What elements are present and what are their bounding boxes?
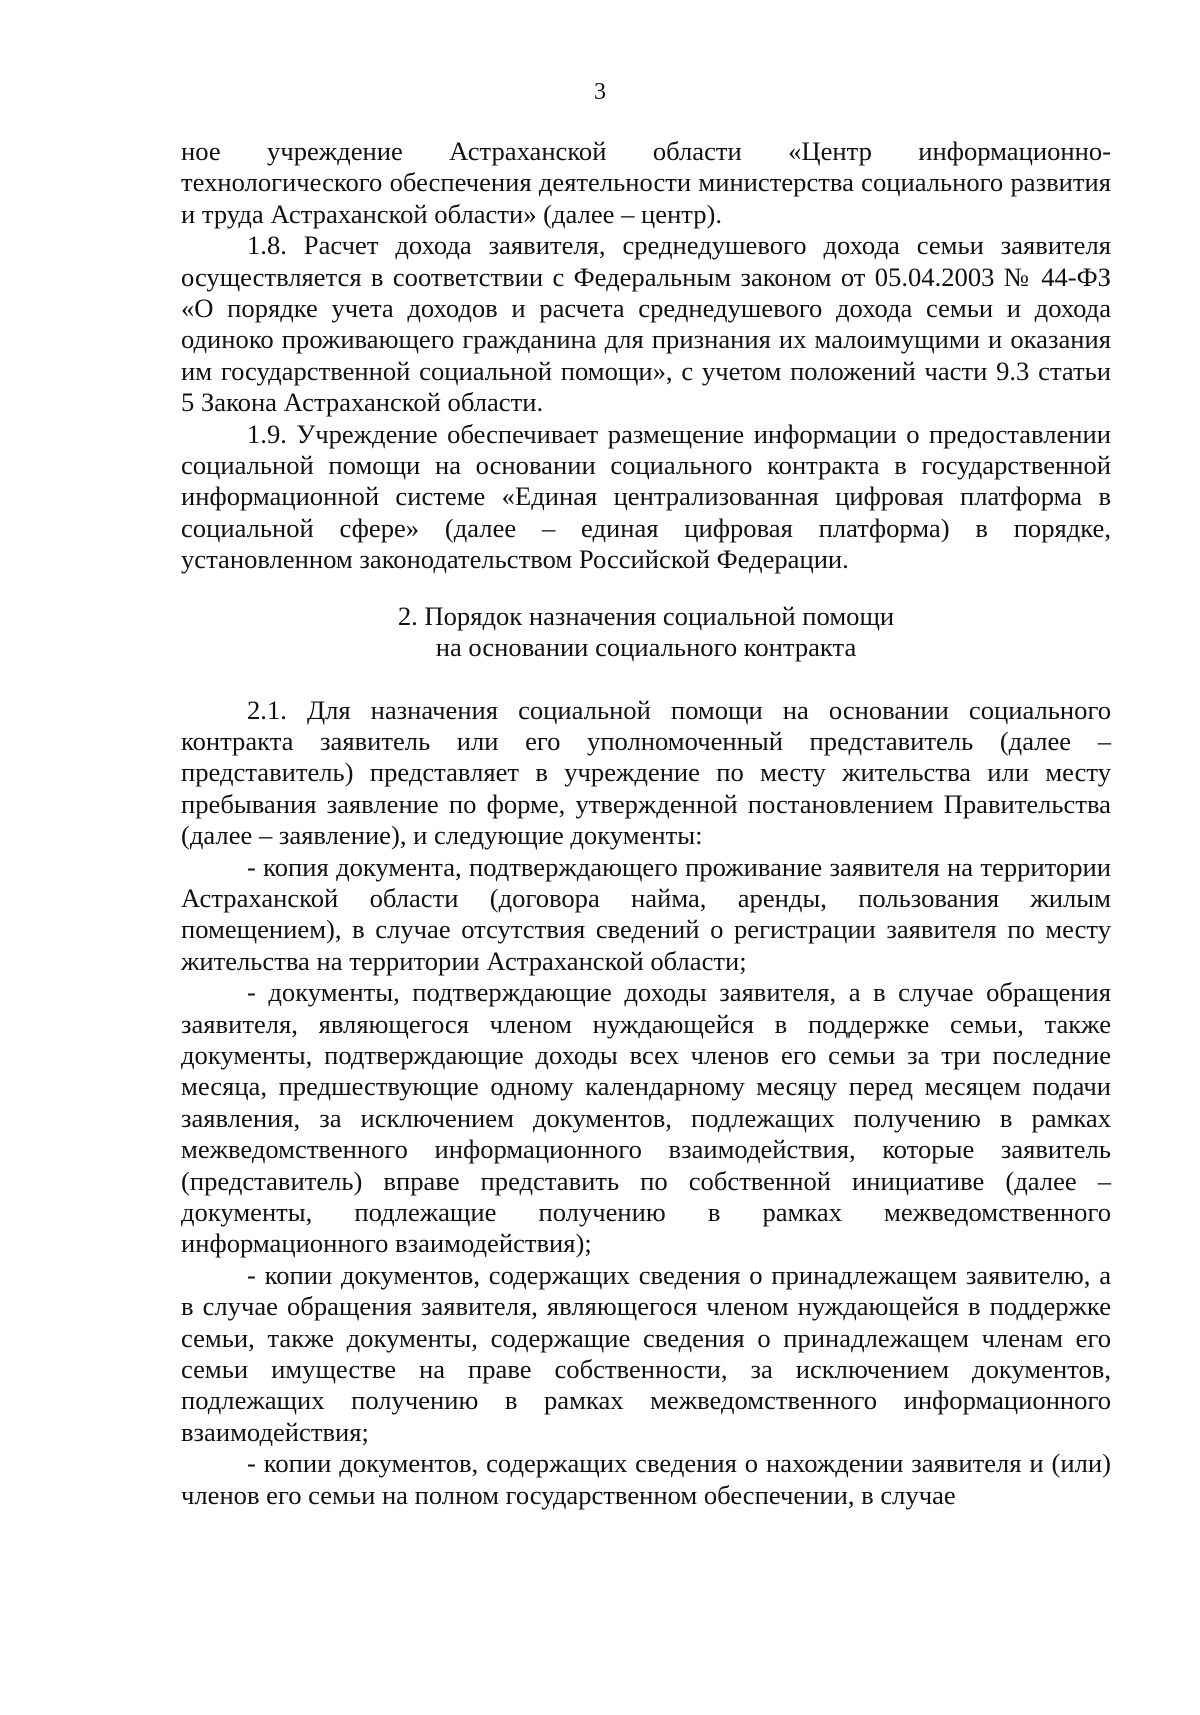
list-item: - копии документов, содержащих сведения о нахождении заявителя и (или) членов его семьи на полном государственном обеспечении, в случае: [181, 1448, 1111, 1510]
paragraph-1-9: 1.9. Учреждение обеспечивает размещение информации о предоставлении социальной помощи на основании социального контракта в государственной информационной системе «Единая централизованная цифровая платформа в социальной сфере» (далее – единая цифровая платформа) в порядке, установленном законодательством Российской Федерации.: [181, 418, 1111, 575]
list-item: - документы, подтверждающие доходы заявителя, а в случае обращения заявителя, являющегося членом нуждающейся в поддержке семьи, также документы, подтверждающие доходы всех членов его семьи за три последние месяца, предшествующие одному календарному месяцу перед месяцем подачи заявления, за исключением документов, подлежащих получению в рамках межведомственного информационного взаимодействия, которые заявитель (представитель) вправе представить по собственной инициативе (далее – документы, подлежащие получению в рамках межведомственного информационного взаимодействия);: [181, 977, 1111, 1259]
section-heading-line-2: на основании социального контракта: [435, 632, 857, 663]
paragraph-2-1: 2.1. Для назначения социальной помощи на основании социального контракта заявитель или его уполномоченный представитель (далее – представитель) представляет в учреждение по месту жительства или месту пребывания заявление по форме, утвержденной постановлением Правительства (далее – заявление), и следующие документы:: [181, 694, 1111, 851]
paragraph-1-8: 1.8. Расчет дохода заявителя, среднедушевого дохода семьи заявителя осуществляется в соответствии с Федеральным законом от 05.04.2003 № 44-ФЗ «О порядке учета доходов и расчета среднедушевого дохода семьи и дохода одиноко проживающего гражданина для признания их малоимущими и оказания им государственной социальной помощи», с учетом положений части 9.3 статьи 5 Закона Астраханской области.: [181, 230, 1111, 418]
page-number: 3: [594, 79, 606, 105]
list-item: - копии документов, содержащих сведения о принадлежащем заявителю, а в случае обращения заявителя, являющегося членом нуждающейся в поддержке семьи, также документы, содержащие сведения о принадлежащем членам его семьи имуществе на праве собственности, за исключением документов, подлежащих получению в рамках межведомственного информационного взаимодействия;: [181, 1259, 1111, 1447]
paragraph-continuation: ное учреждение Астраханской области «Центр информационно-технологического обеспечения деятельности министерства социального развития и труда Астраханской области» (далее – центр).: [181, 136, 1111, 229]
section-heading-line-1: 2. Порядок назначения социальной помощи: [397, 600, 895, 631]
section-heading: [181, 601, 1111, 664]
list-item: - копия документа, подтверждающего проживание заявителя на территории Астраханской области (договора найма, аренды, пользования жилым помещением), в случае отсутствия сведений о регистрации заявителя по месту жительства на территории Астраханской области;: [181, 851, 1111, 976]
document-body: [181, 136, 1111, 1511]
